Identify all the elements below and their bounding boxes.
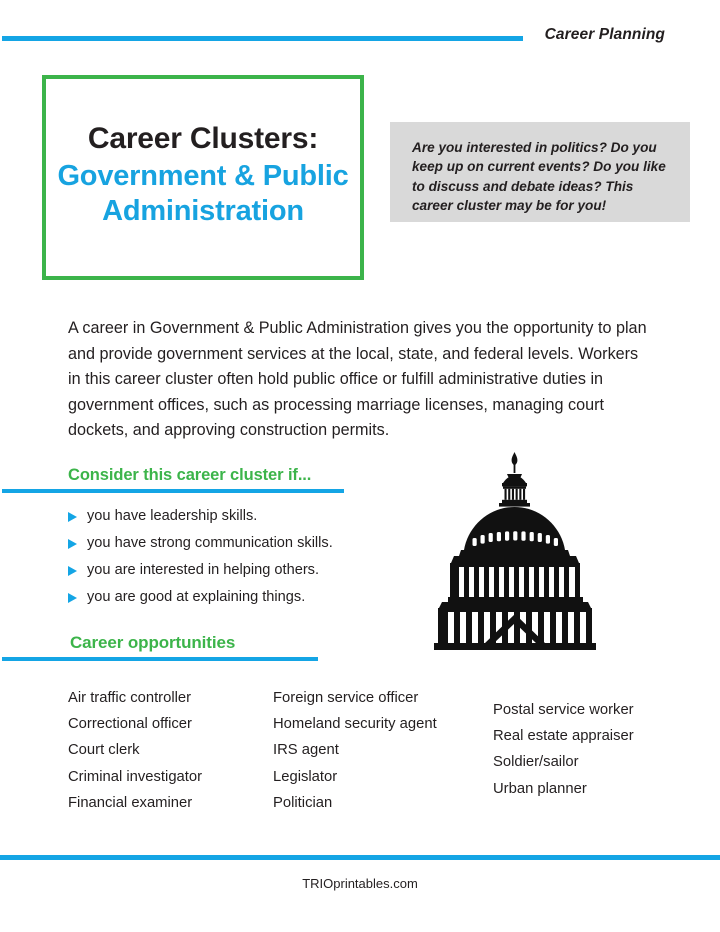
callout-text: Are you interested in politics? Do you keep up on current events? Do you like to discuss and debate ideas? This career cluster may be for you! — [412, 140, 666, 213]
career-item: Court clerk — [68, 742, 140, 759]
career-column-2 — [273, 685, 493, 816]
list-item — [68, 561, 408, 588]
careers-section — [2, 633, 332, 661]
list-item-label: you are good at explaining things. — [87, 589, 306, 605]
career-column-3 — [493, 685, 668, 816]
career-item: Correctional officer — [68, 716, 192, 733]
career-opportunities-columns — [68, 685, 668, 816]
career-item: Legislator — [273, 768, 338, 785]
career-item: Financial examiner — [68, 794, 193, 811]
list-item — [68, 588, 408, 615]
header-label: Career Planning — [544, 26, 665, 43]
careers-section-rule — [2, 657, 318, 661]
career-item: Criminal investigator — [68, 768, 203, 785]
career-item: Homeland security agent — [273, 716, 437, 733]
career-item: Urban planner — [493, 780, 587, 797]
title-box — [42, 75, 364, 280]
triangle-bullet-icon — [68, 588, 87, 603]
career-item: Foreign service officer — [273, 690, 419, 706]
callout-box — [390, 122, 690, 222]
consider-section — [2, 466, 352, 493]
page-header — [0, 22, 720, 56]
triangle-bullet-icon — [68, 534, 87, 549]
list-item-label: you are interested in helping others. — [87, 562, 320, 578]
career-item: Air traffic controller — [68, 690, 192, 706]
list-item — [68, 507, 408, 534]
consider-section-rule — [2, 489, 344, 493]
career-item: Postal service worker — [493, 702, 634, 718]
consider-bullet-list — [68, 507, 408, 615]
career-item: Real estate appraiser — [493, 728, 634, 745]
list-item — [68, 534, 408, 561]
header-rule — [2, 36, 523, 41]
career-item: Soldier/sailor — [493, 754, 579, 771]
career-column-1 — [68, 685, 273, 816]
footer-attribution: TRIOprintables.com — [302, 876, 418, 891]
career-cluster-title: Government & Public Administration — [57, 160, 349, 227]
triangle-bullet-icon — [68, 507, 87, 522]
footer-rule — [0, 855, 720, 860]
career-item: Politician — [273, 794, 333, 811]
us-capitol-dome-icon — [428, 452, 603, 650]
title-kicker: Career Clusters: — [87, 122, 319, 156]
triangle-bullet-icon — [68, 561, 87, 576]
careers-section-heading: Career opportunities — [70, 633, 236, 652]
career-item: IRS agent — [273, 742, 339, 759]
list-item-label: you have leadership skills. — [87, 508, 258, 524]
list-item-label: you have strong communication skills. — [87, 535, 333, 551]
intro-paragraph: A career in Government & Public Administration gives you the opportunity to plan and provide government services at the local, state, and federal levels. Workers in this career cluster often hold public office or fulfill administrative duties in government offices, such as processing marriage licenses, managing court dockets, and approving construction permits. — [68, 319, 647, 440]
consider-section-heading: Consider this career cluster if... — [68, 466, 312, 484]
